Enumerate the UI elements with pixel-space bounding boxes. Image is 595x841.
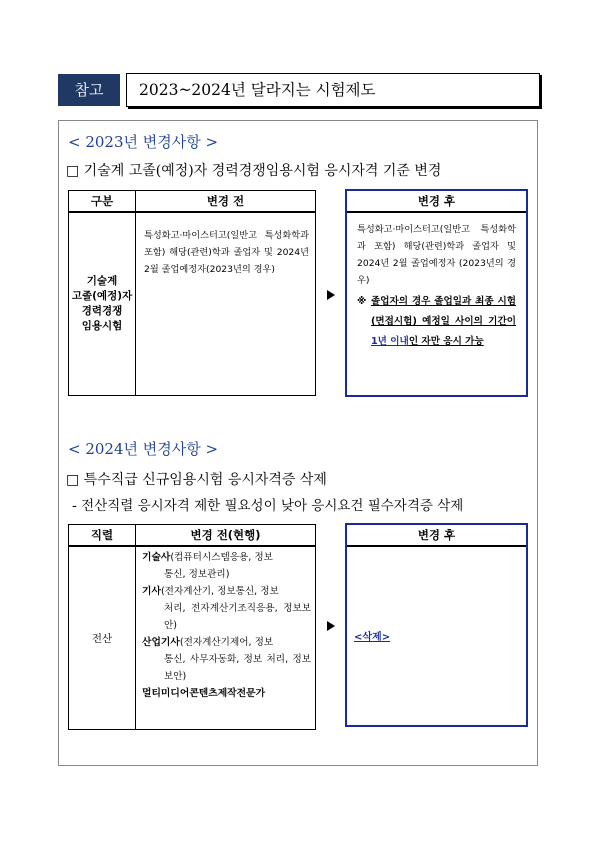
license-name: 기술사 [142, 552, 171, 563]
license-detail-cont: 통신, 사무자동화, 정보 처리, 정보보안) [164, 654, 311, 682]
arrow-right-icon [327, 621, 335, 631]
table-2024-before [68, 524, 316, 730]
category-line: 경력경쟁 [81, 305, 123, 317]
after-box-2024 [345, 523, 528, 727]
subheading-2024: □ 특수직급 신규임용시험 응시자격증 삭제 [66, 472, 327, 488]
license-detail: (전자계산기제어, 정보 [179, 637, 274, 648]
note-mark: ※ [357, 296, 367, 307]
title-box [126, 73, 540, 107]
category-line: 고졸(예정)자 [71, 290, 133, 302]
note-highlight: 1년 이내 [371, 336, 409, 347]
note-part1: 졸업자의 경우 졸업일과 최종 시험(면접시험) 예정일 사이의 기간이 [371, 296, 516, 327]
license-detail: (컴퓨터시스템응용, 정보 [170, 552, 273, 563]
note-part2: 인 자만 응시 가능 [408, 336, 484, 347]
license-item [142, 583, 311, 634]
series-cell: 전산 [69, 546, 136, 730]
license-item [142, 634, 311, 685]
col-after-header: 변경 후 [347, 525, 526, 547]
license-name: 멀티미디어콘텐츠제작전문가 [142, 688, 266, 699]
license-detail: (전자계산기, 정보통신, 정보 [160, 586, 279, 597]
license-name: 기사 [142, 586, 161, 597]
after-content [347, 213, 526, 352]
category-line: 임용시험 [81, 320, 123, 332]
section-heading-2023: < 2023년 변경사항 > [68, 133, 219, 151]
page-title: 2023~2024년 달라지는 시험제도 [139, 81, 376, 99]
note-text [371, 292, 516, 352]
subheading-2023: □ 기술계 고졸(예정)자 경력경쟁임용시험 응시자격 기준 변경 [66, 163, 442, 179]
deleted-label: <삭제> [354, 632, 391, 643]
reference-tag: 참고 [58, 74, 120, 106]
license-name: 산업기사 [142, 637, 180, 648]
col-before-header: 변경 전 [136, 191, 316, 213]
license-item [142, 549, 311, 583]
license-detail-cont: 처리, 전자계산기조직응용, 정보보안) [164, 603, 311, 631]
license-detail-cont: 통신, 정보관리) [164, 569, 230, 580]
section-heading-2024: < 2024년 변경사항 > [68, 440, 219, 458]
before-text: 특성화고·마이스터고(일반고 특성화학과 포함) 해당(관련)학과 졸업자 및 2024년 2월 졸업예정자(2023년의 경우) [144, 230, 309, 275]
category-cell [69, 212, 136, 396]
arrow-right-icon [327, 290, 335, 300]
license-item [142, 685, 311, 702]
category-line: 기술계 [86, 275, 118, 287]
after-box-2023 [345, 189, 528, 397]
after-text: 특성화고·마이스터고(일반고 특성화학과 포함) 해당(관련)학과 졸업자 및 2024년 2월 졸업예정자 (2023년의 경우) [357, 224, 516, 286]
dash-description: - 전산직렬 응시자격 제한 필요성이 낮아 응시요건 필수자격증 삭제 [72, 498, 464, 514]
col-before-current-header: 변경 전(현행) [136, 525, 316, 547]
note [357, 292, 516, 352]
col-series-header: 직렬 [69, 525, 136, 547]
license-list [136, 547, 315, 702]
col-category-header: 구분 [69, 191, 136, 213]
licenses-cell [136, 546, 316, 730]
table-2023-before [68, 190, 316, 396]
before-cell [136, 212, 316, 396]
col-after-header: 변경 후 [347, 191, 526, 213]
